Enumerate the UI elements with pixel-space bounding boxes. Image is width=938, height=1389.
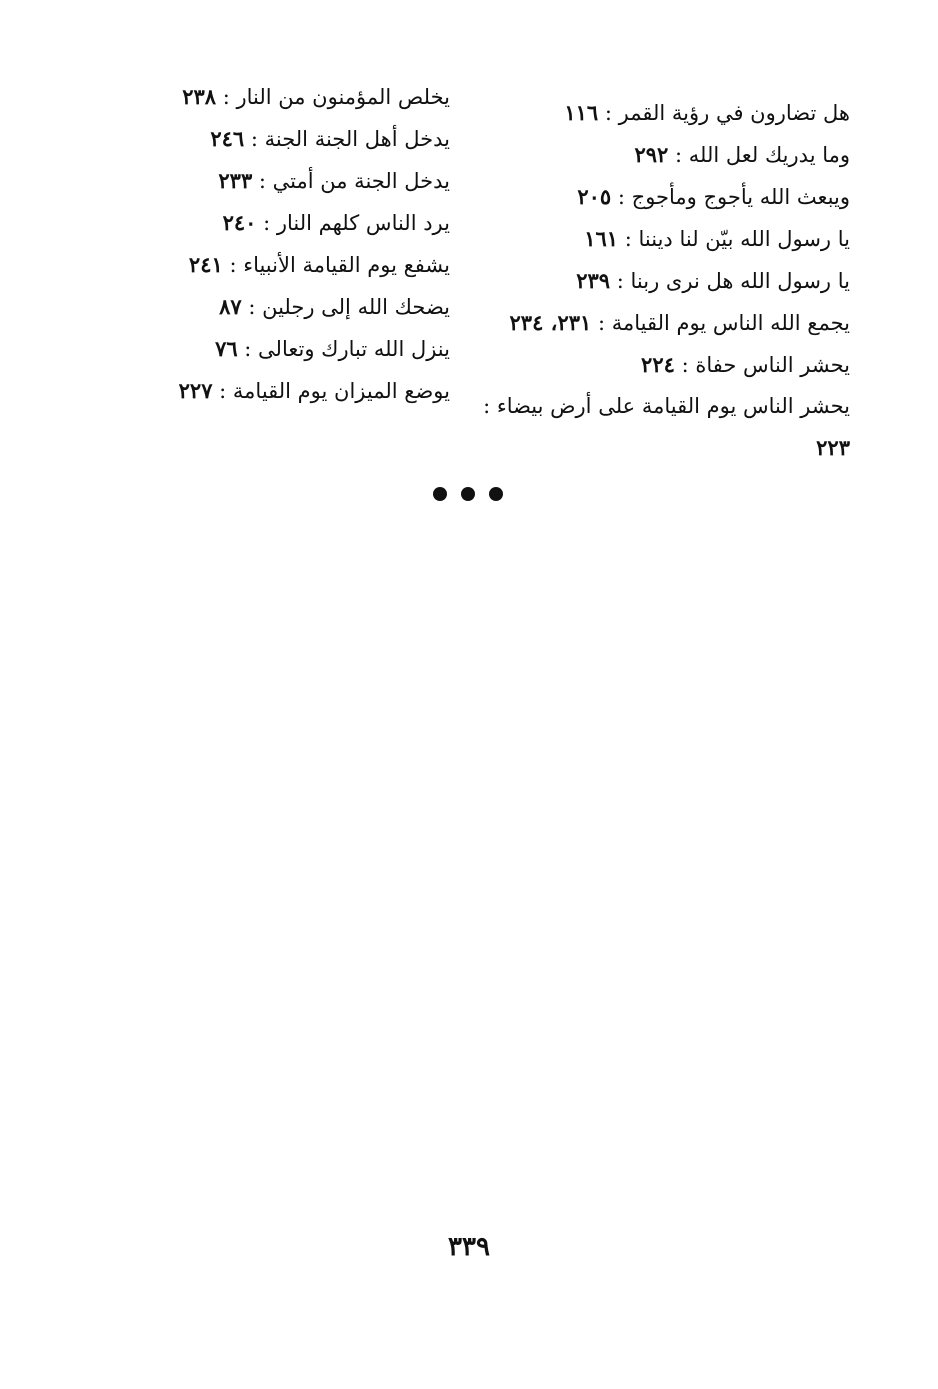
separator-dot [489, 487, 503, 501]
index-entry: يحشر الناس يوم القيامة على أرض بيضاء : ٢٢٣ [483, 394, 850, 460]
index-entry: يدخل أهل الجنة الجنة : ٢٤٦ [210, 126, 450, 151]
index-entry: وما يدريك لعل الله : ٢٩٢ [634, 142, 850, 167]
index-entry: يضحك الله إلى رجلين : ٨٧ [219, 294, 450, 319]
index-entry: يجمع الله الناس يوم القيامة : ٢٣١، ٢٣٤ [509, 310, 850, 335]
index-entry: يخلص المؤمنون من النار : ٢٣٨ [182, 84, 450, 109]
index-entry: ويبعث الله يأجوج ومأجوج : ٢٠٥ [577, 184, 850, 209]
index-entry: يرد الناس كلهم النار : ٢٤٠ [222, 210, 450, 235]
index-entry: يحشر الناس حفاة : ٢٢٤ [641, 352, 850, 377]
index-column-right [480, 92, 850, 469]
index-entry: يا رسول الله بيّن لنا ديننا : ١٦١ [584, 226, 850, 251]
index-entry: يشفع يوم القيامة الأنبياء : ٢٤١ [188, 252, 450, 277]
index-entry: هل تضارون في رؤية القمر : ١١٦ [564, 100, 850, 125]
separator-dot [433, 487, 447, 501]
index-entry: يا رسول الله هل نرى ربنا : ٢٣٩ [576, 268, 850, 293]
index-column-left [150, 76, 450, 412]
section-separator-dots [433, 484, 513, 504]
index-entry: يوضع الميزان يوم القيامة : ٢٢٧ [178, 378, 450, 403]
index-entry: ينزل الله تبارك وتعالى : ٧٦ [215, 336, 450, 361]
separator-dot [461, 487, 475, 501]
page-number: ٣٣٩ [448, 1232, 490, 1262]
index-entry: يدخل الجنة من أمتي : ٢٣٣ [218, 168, 450, 193]
